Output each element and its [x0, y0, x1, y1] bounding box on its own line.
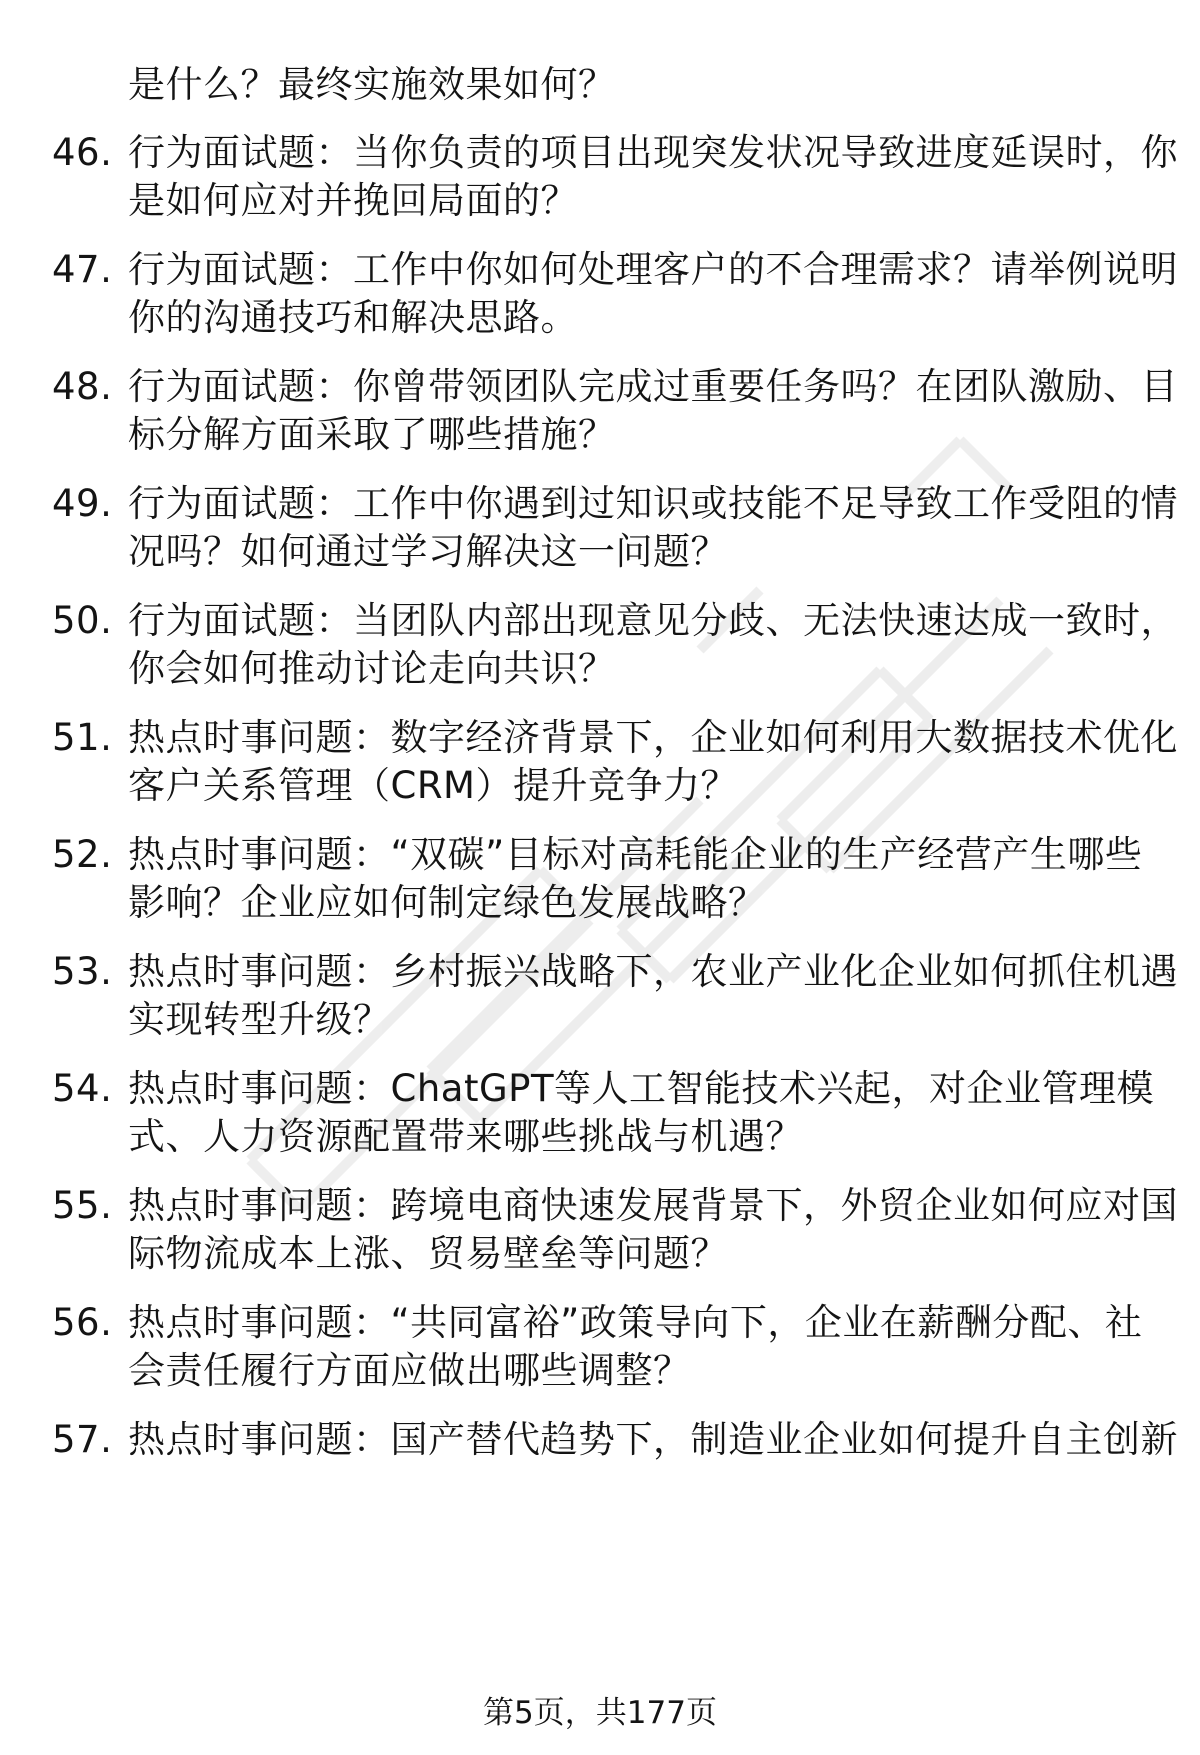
item-number: 55.	[52, 1184, 113, 1227]
question-text-line-2: 你会如何推动讨论走向共识？	[128, 647, 616, 690]
item-number: 47.	[52, 248, 113, 291]
question-text-line-1: 热点时事问题：数字经济背景下，企业如何利用大数据技术优化	[128, 716, 1178, 759]
question-text-line-1: 热点时事问题：“双碳”目标对高耗能企业的生产经营产生哪些	[128, 833, 1143, 876]
item-number: 49.	[52, 482, 113, 525]
question-text-line-2: 你的沟通技巧和解决思路。	[128, 296, 578, 339]
question-text-line-1: 热点时事问题：乡村振兴战略下，农业产业化企业如何抓住机遇	[128, 950, 1178, 993]
item-number: 48.	[52, 365, 113, 408]
question-text-line-1: 行为面试题：工作中你如何处理客户的不合理需求？请举例说明	[128, 248, 1178, 291]
question-text-line-1: 行为面试题：工作中你遇到过知识或技能不足导致工作受阻的情	[128, 482, 1178, 525]
question-text-line-1: 行为面试题：当你负责的项目出现突发状况导致进度延误时，你	[128, 131, 1178, 174]
question-text-line-2: 式、人力资源配置带来哪些挑战与机遇？	[128, 1115, 803, 1158]
question-text-line-2: 影响？企业应如何制定绿色发展战略？	[128, 881, 766, 924]
question-text-line-1: 热点时事问题：跨境电商快速发展背景下，外贸企业如何应对国	[128, 1184, 1178, 1227]
item-number: 54.	[52, 1067, 113, 1110]
item-number: 53.	[52, 950, 113, 993]
question-text-line-1: 行为面试题：当团队内部出现意见分歧、无法快速达成一致时，	[128, 599, 1178, 642]
question-text-line-2: 际物流成本上涨、贸易壁垒等问题？	[128, 1232, 728, 1275]
question-text-line-2: 客户关系管理（CRM）提升竞争力？	[128, 764, 738, 807]
item-number: 50.	[52, 599, 113, 642]
item-number: 46.	[52, 131, 113, 174]
question-text-line-1: 热点时事问题：“共同富裕”政策导向下，企业在薪酬分配、社	[128, 1301, 1143, 1344]
question-text-line-1: 行为面试题：你曾带领团队完成过重要任务吗？在团队激励、目	[128, 365, 1178, 408]
page-footer: 第5页，共177页	[483, 1695, 717, 1731]
question-text-line-2: 会责任履行方面应做出哪些调整？	[128, 1349, 691, 1392]
question-text-line-1: 热点时事问题：国产替代趋势下，制造业企业如何提升自主创新	[128, 1418, 1178, 1461]
continuation-line: 是什么？最终实施效果如何？	[128, 63, 616, 106]
item-number: 56.	[52, 1301, 113, 1344]
question-text-line-2: 况吗？如何通过学习解决这一问题？	[128, 530, 728, 573]
question-text-line-2: 是如何应对并挽回局面的？	[128, 179, 578, 222]
question-text-line-2: 实现转型升级？	[128, 998, 391, 1041]
item-number: 51.	[52, 716, 113, 759]
question-text-line-1: 热点时事问题：ChatGPT等人工智能技术兴起，对企业管理模	[128, 1067, 1155, 1110]
item-number: 52.	[52, 833, 113, 876]
question-text-line-2: 标分解方面采取了哪些措施？	[128, 413, 616, 456]
item-number: 57.	[52, 1418, 113, 1461]
